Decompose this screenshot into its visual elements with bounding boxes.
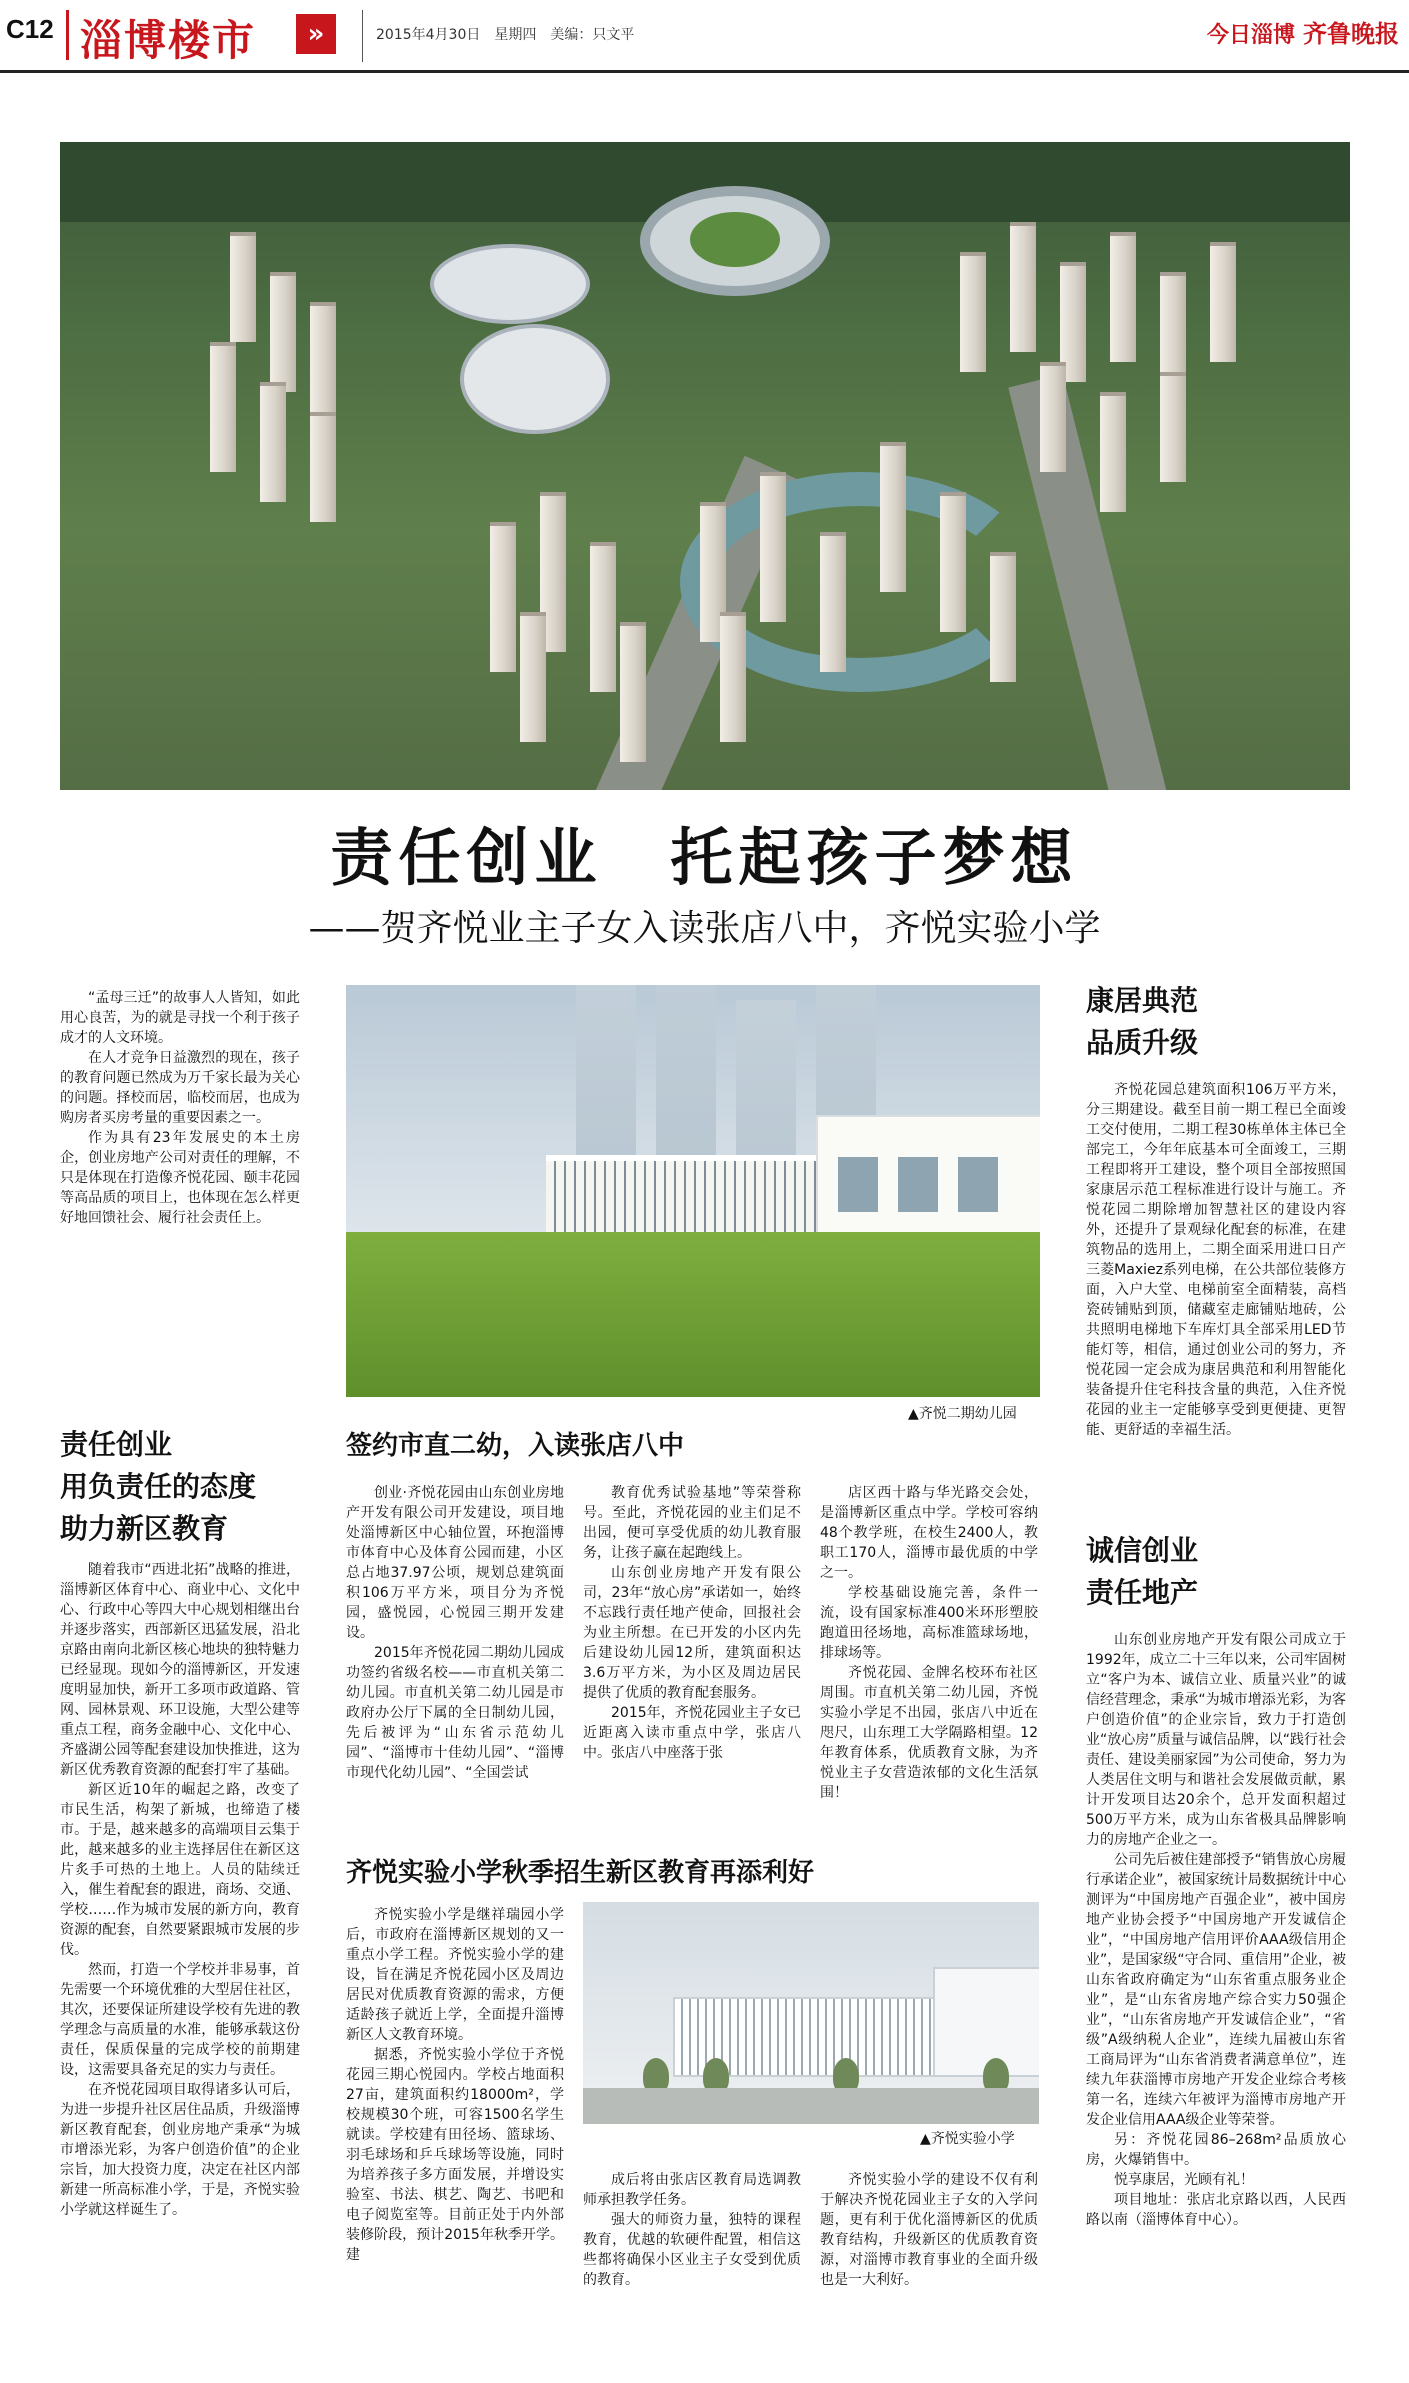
paragraph: 在齐悦花园项目取得诸多认可后，为进一步提升社区居住品质，升级淄博新区教育配套，创业房地产秉承“为城市增添光彩，为客户创造价值”的企业宗旨，加大投资力度，决定在社区内部新建一所高标准小学，于是，齐悦实验小学就这样诞生了。 [60,2082,300,2218]
paragraph: 成后将由张店区教育局选调教师承担教学任务。 [583,2172,801,2208]
paragraph: “孟母三迁”的故事人人皆知，如此用心良苦，为的就是寻找一个利于孩子成才的人文环境。 [60,990,300,1046]
kindergarten-text-col1 [346,1483,564,1783]
school-caption: ▲齐悦实验小学 [920,2131,1015,2147]
hero-tower [260,382,286,502]
paragraph: 据悉，齐悦实验小学位于齐悦花园三期心悦园内。学校占地面积27亩，建筑面积约18000m²，学校规模30个班，可容1500名学生就读。学校建有田径场、篮球场、羽毛球场和乒乓球场等设施，同时为培养孩子多方面发展，并增设实验室、书法、棋艺、陶艺、书吧和电子阅览室等。目前正处于内外部装修阶段，预计2015年秋季开学。建 [346,2047,564,2263]
paragraph: 强大的师资力量，独特的课程教育，优越的软硬件配置，相信这些都将确保小区业主子女受到优质的教育。 [583,2212,801,2288]
hero-tower [1110,232,1136,362]
hero-tower [1160,372,1186,482]
page-number: C12 [6,14,54,44]
hero-tower [1040,362,1066,472]
paragraph: 齐悦花园总建筑面积106万平方米，分三期建设。截至目前一期工程已全面竣工交付使用，二期工程30栋单体主体已全部完工，今年年底基本可全面竣工，三期工程即将开工建设，整个项目全部按照国家康居示范工程标准进行设计与施工。齐悦花园二期除增加智慧社区的建设内容外，还提升了景观绿化配套的标准，在建筑物品的选用上，二期全面采用进口日产三菱Maxiez系列电梯，在公共部位装修方面，入户大堂、电梯前室全面精装，高档瓷砖铺贴到顶，储藏室走廊铺贴地砖，公共照明电梯地下车库灯具全部采用LED节能灯等，相信，通过创业公司的努力，齐悦花园一定会成为康居典范和利用智能化装备提升住宅科技含量的典范，入住齐悦花园的业主一定能够享受到更便捷、更智能、更舒适的幸福生活。 [1086,1082,1346,1438]
paragraph: 在人才竞争日益激烈的现在，孩子的教育问题已然成为万千家长最为关心的问题。择校而居，临校而居，也成为购房者买房考量的重要因素之一。 [60,1050,300,1126]
paragraph: 齐悦花园、金牌名校环布社区周围。市直机关第二幼儿园，齐悦实验小学足不出园，张店八中近在咫尺，山东理工大学隔路相望。12年教育体系，优质教育文脉，为齐悦业主子女营造浓郁的文化生活氛围！ [820,1665,1038,1801]
school-photo [583,1902,1039,2124]
newspaper-brand [1207,14,1399,49]
photo-ground [583,2088,1039,2124]
masthead-divider [362,10,363,62]
paragraph: 作为具有23年发展史的本土房企，创业房地产公司对责任的理解，不只是体现在打造像齐悦花园、颐丰花园等高品质的项目上，也体现在怎么样更好地回馈社会、履行社会责任上。 [60,1130,300,1226]
paragraph: 学校基础设施完善，条件一流，设有国家标准400米环形塑胶跑道田径场地，高标准篮球场地，排球场等。 [820,1585,1038,1661]
paragraph: 齐悦实验小学是继祥瑞园小学后，市政府在淄博新区规划的又一重点小学工程。齐悦实验小学的建设，旨在满足齐悦花园小区及周边居民对优质教育资源的需求，方便适龄孩子就近上学，全面提升淄博新区人文教育环境。 [346,1907,564,2043]
section-title: 淄博楼市 [80,16,257,65]
hero-tower [270,272,296,392]
school-text-col1 [346,1905,564,2265]
hero-tower [1010,222,1036,352]
paragraph: 项目地址：张店北京路以西，人民西路以南（淄博体育中心）。 [1086,2192,1346,2228]
paragraph: 然而，打造一个学校并非易事，首先需要一个环境优雅的大型居住社区，其次，还要保证所建设学校有先进的教学理念与高质量的水准，能够承载这份责任，保质保量的完成学校的前期建设，这需要具备充足的实力与责任。 [60,1962,300,2078]
paragraph: 山东创业房地产开发有限公司成立于1992年，成立二十三年以来，公司牢固树立“客户为本、诚信立业、质量兴业”的诚信经营理念，秉承“为城市增添光彩，为客户创造价值”的企业宗旨，致力于打造创业“放心房”质量与诚信品牌，以“践行社会责任、建设美丽家园”为公司使命，努力为人类居住文明与和谐社会发展做贡献，累计开发项目达20余个，总开发面积超过500万平方米，成为山东省极具品牌影响力的房地产企业之一。 [1086,1632,1346,1848]
hero-tower [230,232,256,342]
paragraph: 2015年齐悦花园二期幼儿园成功签约省级名校——市直机关第二幼儿园。市直机关第二幼儿园是市政府办公厅下属的全日制幼儿园，先后被评为“山东省示范幼儿园”、“淄博市十佳幼儿园”、“淄博市现代化幼儿园”、“全国尝试 [346,1645,564,1781]
school-text-col3 [820,2170,1038,2290]
quality-text [1086,1080,1346,1440]
hero-tower [940,492,966,632]
issue-info: 2015年4月30日 星期四 美编：只文平 [376,27,635,43]
paragraph: 悦享康居，光顾有礼！ [1114,2172,1254,2188]
paragraph: 教育优秀试验基地”等荣誉称号。至此，齐悦花园的业主们足不出园，便可享受优质的幼儿教育服务，让孩子赢在起跑线上。 [583,1485,801,1561]
school-building [933,1967,1039,2077]
paragraph: 新区近10年的崛起之路，改变了市民生活，构架了新城，也缔造了楼市。于是，越来越多的高端项目云集于此，越来越多的业主选择居住在新区这片炙手可热的土地上。人员的陆续迁入，催生着配套的跟进，商场、交通、学校……作为城市发展的新方向，教育资源的配套，自然要紧跟城市发展的步伐。 [60,1782,300,1958]
paragraph: 创业·齐悦花园由山东创业房地产开发有限公司开发建设，项目地处淄博新区中心轴位置，环抱淄博市体育中心及体育公园而建，小区总占地37.97公顷，规划总建筑面积106万平方米，项目分为齐悦园，盛悦园，心悦园三期开发建设。 [346,1485,564,1641]
hero-gymnasium [460,324,610,434]
kindergarten-photo [346,985,1040,1397]
hero-tower [490,522,516,672]
hero-tower [960,252,986,372]
photo-lawn [346,1232,1040,1397]
paragraph: 齐悦实验小学的建设不仅有利于解决齐悦花园业主子女的入学问题，更有利于优化淄博新区的优质教育结构，升级新区的优质教育资源，对淄博市教育事业的全面升级也是一大利好。 [820,2172,1038,2288]
hero-tower [760,472,786,622]
hero-tower [1160,272,1186,382]
hero-gymnasium [430,244,590,324]
masthead-rule [0,70,1409,73]
hero-tower [1100,392,1126,512]
brand-logo: 齐鲁晚报 [1303,19,1399,48]
intro-text [60,988,300,1228]
hero-tower [990,552,1016,682]
masthead [0,0,1409,70]
hero-tower [880,442,906,592]
paragraph: 店区西十路与华光路交会处，是淄博新区重点中学。学校可容纳48个教学班，在校生2400人，教职工170人，淄博市最优质的中学之一。 [820,1485,1038,1581]
double-chevron-right-icon: » [296,14,336,54]
school-heading: 齐悦实验小学秋季招生新区教育再添利好 [346,1858,815,1888]
page-number-divider [66,10,69,60]
brand-edition: 今日淄博 [1206,22,1295,48]
kindergarten-text-col2 [583,1483,801,1763]
section-heading-quality: 康居典范 品质升级 [1086,984,1199,1059]
responsibility-text [60,1560,300,2220]
hero-tower [310,412,336,522]
sub-headline: ——贺齐悦业主子女入读张店八中，齐悦实验小学 [308,908,1101,949]
hero-tower [720,612,746,742]
kindergarten-building [816,1115,1040,1235]
hero-tower [520,612,546,742]
hero-stadium-field [690,212,780,267]
section-heading-responsibility: 责任创业 用负责任的态度 助力新区教育 [60,1428,257,1545]
paragraph: 公司先后被住建部授予“销售放心房履行承诺企业”，被国家统计局数据统计中心测评为“中国房地产百强企业”，被中国房地产业协会授予“中国房地产开发诚信企业”，“中国房地产信用评价AAA级信用企业”，是国家级“守合同、重信用”企业，被山东省政府确定为“山东省重点服务业企业”，是“山东省房地产综合实力50强企业”，“山东省房地产开发诚信企业”，“省级”A级纳税人企业”，连续九届被山东省工商局评为“山东省消费者满意单位”，连续九年获淄博市房地产开发企业综合考核第一名，连续六年被评为淄博市房地产开发企业信用AAA级企业等荣誉。 [1086,1852,1346,2128]
paragraph: 另：齐悦花园86–268m²品质放心房，火爆销售中。 [1086,2132,1346,2168]
section-heading-integrity: 诚信创业 责任地产 [1086,1534,1199,1609]
paragraph: 随着我市“西进北拓”战略的推进，淄博新区体育中心、商业中心、文化中心、行政中心等四大中心规划相继出台并逐步落实，西部新区迅猛发展，沿北京路由南向北新区核心地块的独特魅力已经显现。现如今的淄博新区，开发速度明显加快，新开工多项市政道路、管网、园林景观、环卫设施，大型公建等重点工程，商务金融中心、文化中心、齐盛湖公园等配套建设加快推进，这为新区优秀教育资源的配套打牢了基础。 [60,1562,300,1778]
kindergarten-text-col3 [820,1483,1038,1803]
hero-aerial-rendering [60,142,1350,790]
hero-tower [210,342,236,472]
kindergarten-caption: ▲齐悦二期幼儿园 [908,1406,1017,1422]
hero-tower [590,542,616,692]
main-headline: 责任创业 托起孩子梦想 [330,821,1079,894]
paragraph: 2015年，齐悦花园业主子女已近距离入读市重点中学，张店八中。张店八中座落于张 [583,1705,801,1761]
school-text-col2 [583,2170,801,2290]
kindergarten-heading: 签约市直二幼，入读张店八中 [346,1431,685,1461]
paragraph: 山东创业房地产开发有限公司，23年“放心房”承诺如一，始终不忘践行责任地产使命，回报社会为业主所想。在已开发的小区内先后建设幼儿园12所，建筑面积达3.6万平方米，为小区及周边居民提供了优质的教育配套服务。 [583,1565,801,1701]
hero-tower [1210,242,1236,362]
hero-tower [310,302,336,412]
hero-tower [820,532,846,672]
kindergarten-building [546,1155,826,1235]
hero-tower [620,622,646,762]
integrity-text [1086,1630,1346,2230]
